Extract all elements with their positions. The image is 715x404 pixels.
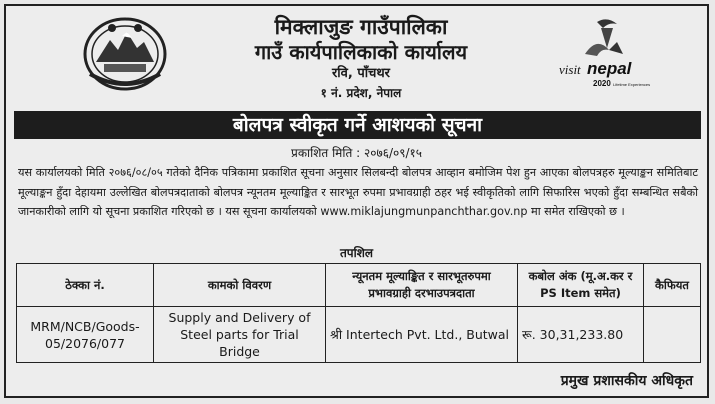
table-row [17,307,701,363]
header-contract-no: ठेक्का नं. [17,264,154,307]
visit-wordmark: visit [559,62,581,77]
header-bidder: न्यूनतम मूल्याङ्कित र सारभूतरुपमा प्रभावग्राही दरभाउपत्रदाता [326,264,518,307]
visit-tagline: Lifetime Experiences [613,82,651,87]
office-location: रवि, पाँचथर [331,66,390,81]
nepal-wordmark: nepal [587,59,632,78]
cell-amount: रू. 30,31,233.80 [518,307,644,363]
published-date: प्रकाशित मिति : २०७६/०९/१५ [291,146,422,160]
header-description: कामको विवरण [154,264,326,307]
visit-year: 2020 [593,79,611,88]
notice-body: यस कार्यालयको मिति २०७६/०८/०५ गतेको दैनिक पत्रिकामा प्रकाशित सूचना अनुसार सिलबन्दी बोलपत्र आव्हान बमोजिम पेश हुन आएका बोलपत्रहरु मूल्याङ्कन समितिबाट मूल्याङ्कन हुँदा देहायमा उल्लेखित बोलपत्रदाताको बोलपत्र न्यूनतम मूल्याङ्कित र सारभूत रुपमा प्रभावग्राही ठहर भई स्वीकृतिको लागि सिफारिस भएको हुँदा सम्बन्धित सबैको जानकारीको लागि यो सूचना प्रकाशित गरिएको छ । यस सूचना कार्यालयको www.miklajungmunpanchthar.gov.np मा समेत राखिएको छ । [18,166,698,218]
municipality-name: मिक्लाजुङ गाउँपालिका [274,15,448,39]
header-amount: कबोल अंक (मू.अ.कर र PS Item समेत) [518,264,644,307]
table-caption: तपशिल [339,246,374,260]
visit-nepal-logo [557,14,651,98]
award-table [16,263,701,363]
cell-description: Supply and Delivery of Steel parts for Trial Bridge [154,307,326,363]
header-remarks: कैफियत [644,264,701,307]
notice-frame [4,4,709,398]
table-header-row [17,264,701,307]
cell-bidder: श्री Intertech Pvt. Ltd., Butwal [326,307,518,363]
notice-title-banner: बोलपत्र स्वीकृत गर्ने आशयको सूचना [14,111,701,139]
cell-remarks [644,307,701,363]
municipality-emblem-icon [82,14,168,92]
signatory: प्रमुख प्रशासकीय अधिकृत [560,373,693,389]
province-country: १ नं. प्रदेश, नेपाल [320,86,402,100]
office-name: गाउँ कार्यपालिकाको कार्यालय [254,40,468,64]
cell-contract-no: MRM/NCB/Goods-05/2076/077 [17,307,154,363]
